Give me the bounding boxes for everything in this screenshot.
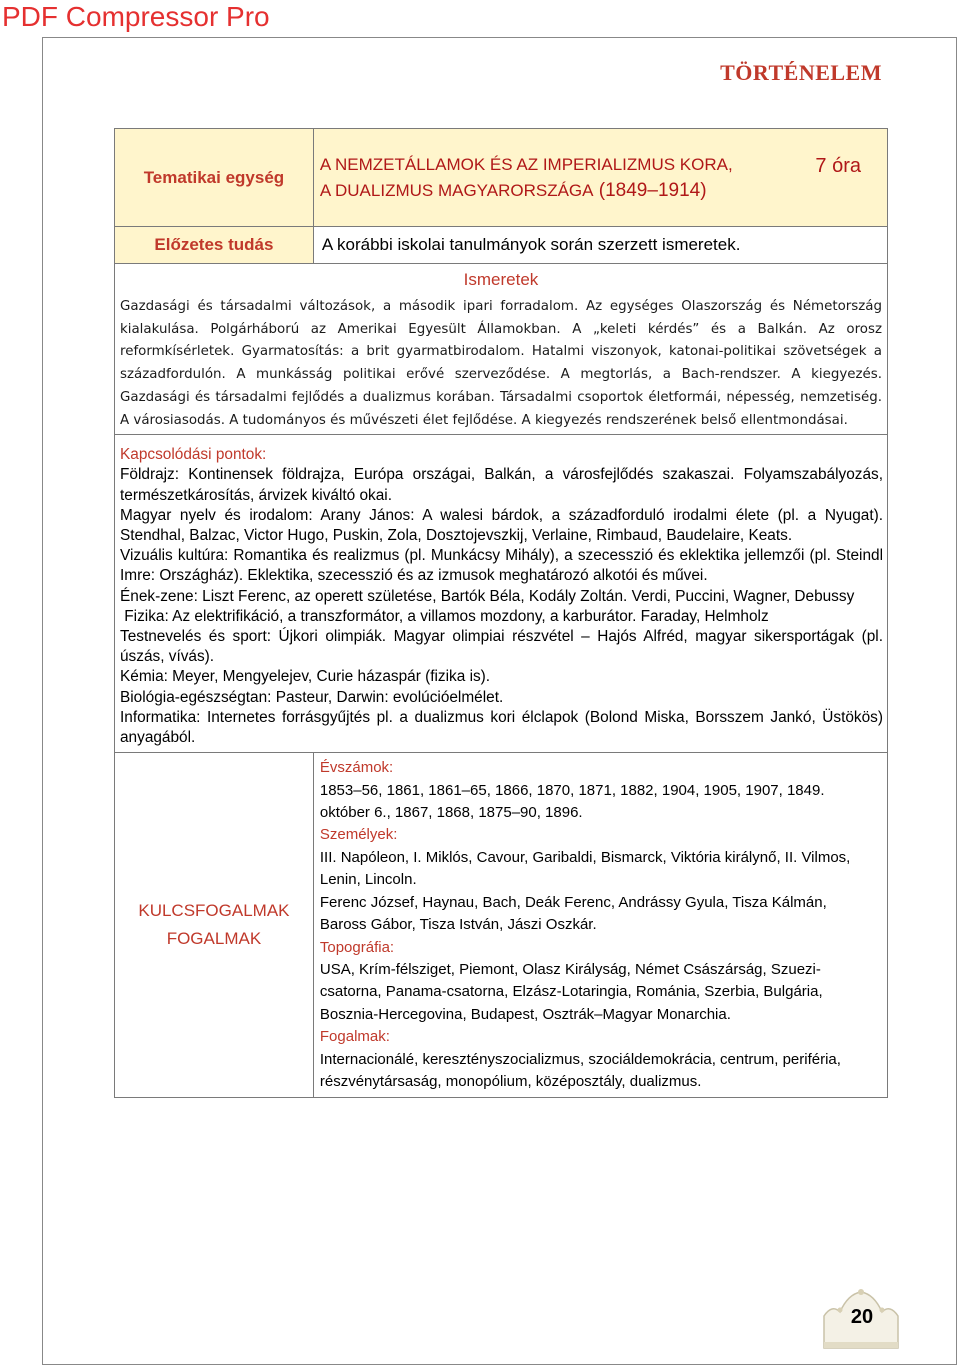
persons-text-1: III. Napóleon, I. Miklós, Cavour, Garibaldi, Bismarck, Viktória királynő, II. Vilmos, Lenin, Lincoln. [319,848,851,889]
topography-label: Topográfia: [319,938,395,956]
connection-item: Kémia: Meyer, Mengyelejev, Curie házaspár (fizika is). [120,668,491,686]
connections-row [115,435,888,753]
concepts-label: Fogalmak: [319,1028,390,1046]
unit-label: Tematikai egység [115,129,314,227]
prior-row [115,227,888,264]
knowledge-cell [115,264,888,435]
key-concepts-row [115,753,888,1098]
knowledge-row [115,264,888,435]
connection-item: Magyar nyelv és irodalom: Arany János: A walesi bárdok, a századforduló irodalmi élete (pl. a Nyugat). Stendhal, Balzac, Victor Hugo, Puskin, Zola, Dosztojevszkij, Verlaine, Rimbaud, Baudelaire, Keats. [120,506,883,545]
prior-label: Előzetes tudás [115,227,314,264]
key-concepts-label [115,753,314,1098]
key-concepts-label-1: KULCSFOGALMAK [138,901,290,921]
connection-item: Ének-zene: Liszt Ferenc, az operett születése, Bartók Béla, Kodály Zoltán. Verdi, Puccini, Wagner, Debussy [120,587,855,605]
prior-text: A korábbi iskolai tanulmányok során szerzett ismeretek. [313,227,887,264]
connection-item: Földrajz: Kontinensek földrajza, Európa országai, Balkán, a városfejlődés szakaszai. Folyamszabályozás, természetkárosítás, árvizek kiváltó okai. [120,466,883,504]
unit-hours: 7 óra [748,129,888,227]
knowledge-text: Gazdasági és társadalmi változások, a második ipari forradalom. Az egységes Olaszország és Németország kialakulása. Polgárháború az Amerikai Egyesült Államokban. A „keleti kérdés” és a Balkán. Az orosz reformkísérletek. Gyarmatosítás: a brit gyarmatbirodalom. Hatalmi viszonyok, katonai-politikai szövetségek a századfordulón. A munkásság politikai erővé szerveződése. A megtorlás, a Bach-rendszer. A kiegyezés. Gazdasági és társadalmi fejlődés a dualizmus korában. Társadalmi csoportok életformái, népesség, nemzetiség. A városiasodás. A tudományos és művészeti élet fejlődése. A kiegyezés rendszerének belső ellentmondásai. [120,299,882,428]
unit-title-line2-a: A DUALIZMUS MAGYARORSZÁGA [319,180,594,200]
concepts-text: Internacionálé, keresztényszocializmus, szociáldemokrácia, centrum, periféria, részvénytársaság, monopólium, középosztály, dualizmus. [319,1050,841,1090]
connection-item: Informatika: Internetes forrásgyűjtés pl. a dualizmus kori élclapok (Bolond Miska, Borsszem Jankó, Üstökös) anyagából. [120,708,883,747]
connection-item: Fizika: Az elektrifikáció, a transzformátor, a villamos mozdony, a karburátor. Faraday, Helmholz [120,607,769,625]
persons-text-2: Ferenc József, Haynau, Bach, Deák Ferenc, Andrássy Gyula, Tisza Kálmán, Baross Gábor, Tisza István, Jászi Oszkár. [319,893,827,934]
topography-text: USA, Krím-félsziget, Piemont, Olasz Királyság, Német Császárság, Szuezi-csatorna, Panama-csatorna, Elzász-Lotaringia, Románia, Szerbia, Bulgária, Bosznia-Hercegovina, Budapest, Osztrák–Magyar Monarchia. [319,960,823,1023]
unit-title [313,129,747,227]
unit-title-line1: A NEMZETÁLLAMOK ÉS AZ IMPERIALIZMUS KORA, [319,154,733,174]
key-concepts-body [313,753,887,1098]
curriculum-table [114,128,888,1098]
persons-label: Személyek: [319,826,398,844]
dates-label: Évszámok: [319,759,394,777]
subject-header: TÖRTÉNELEM [720,60,882,85]
key-concepts-label-2: FOGALMAK [166,929,262,949]
connection-item: Vizuális kultúra: Romantika és realizmus (pl. Munkácsy Mihály), a szecesszió és eklektika jellemzői (pl. Steindl Imre: Országház). Eklektika, szecesszió és az izmusok meghatározó alkotói és művei. [120,547,883,585]
unit-row [115,129,888,227]
knowledge-heading: Ismeretek [463,270,539,289]
unit-title-line2 [320,178,748,204]
connection-item: Testnevelés és sport: Újkori olimpiák. Magyar olimpiai részvétel – Hajós Alfréd, magyar sikersportágak (pl. úszás, vívás). [120,628,883,666]
unit-title-years: (1849–1914) [593,179,707,201]
connections-cell [115,435,888,753]
connection-item: Biológia-egészségtan: Pasteur, Darwin: evolúcióelmélet. [120,688,504,706]
page-number: 20 [850,1306,874,1328]
connections-heading: Kapcsolódási pontok: [120,446,267,464]
app-title: PDF Compressor Pro [2,1,270,32]
dates-text: 1853–56, 1861, 1861–65, 1866, 1870, 1871, 1882, 1904, 1905, 1907, 1849. október 6., 1867, 1868, 1875–90, 1896. [319,781,825,822]
